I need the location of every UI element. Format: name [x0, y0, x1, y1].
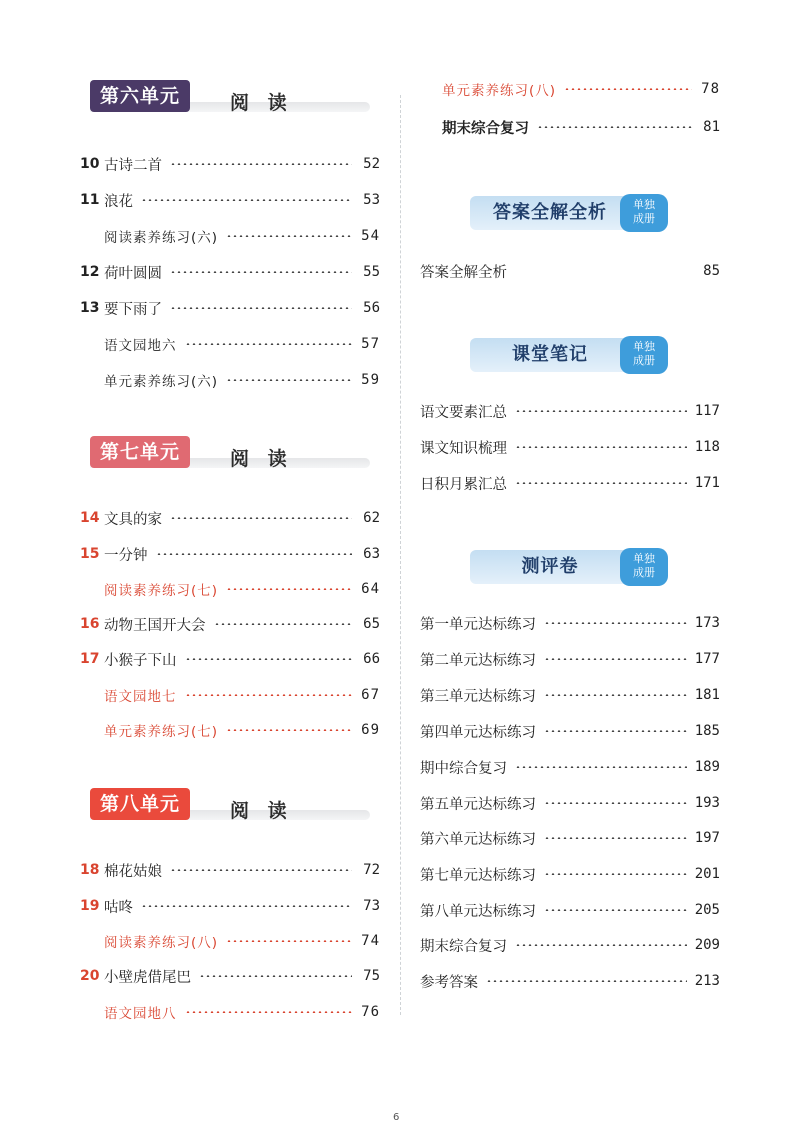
lesson-title: 语文园地七 [104, 689, 177, 705]
leader-dots [185, 658, 353, 660]
leader-dots [544, 837, 687, 839]
lesson-title: 第三单元达标练习 [420, 688, 536, 705]
unit6-banner [90, 80, 380, 124]
lesson-title: 第七单元达标练习 [420, 867, 536, 884]
column-divider [400, 95, 401, 1015]
toc-row-13[interactable] [80, 297, 380, 319]
toc-row-reading-practice-7[interactable] [104, 578, 380, 600]
page-number: 66 [363, 651, 380, 667]
leader-dots [537, 126, 692, 128]
lesson-title: 语文园地八 [104, 1006, 177, 1022]
toc-row-test-4[interactable] [420, 720, 720, 742]
lesson-number: 13 [80, 300, 100, 316]
badge-line-1: 单独 [633, 340, 655, 353]
lesson-number: 20 [80, 968, 100, 984]
page-number: 171 [694, 475, 720, 491]
answers-header-pill: 答案全解全析 [470, 196, 630, 230]
answers-section-header [470, 196, 670, 230]
lesson-title: 第四单元达标练习 [420, 724, 536, 741]
page-number: 73 [363, 898, 380, 914]
unit7-tag: 第七单元 [90, 436, 190, 468]
toc-row-garden-6[interactable] [104, 333, 380, 355]
leader-dots [185, 1011, 353, 1013]
toc-row-test-11[interactable] [420, 970, 720, 992]
toc-row-reading-practice-8[interactable] [104, 930, 380, 952]
leader-dots [486, 980, 687, 982]
leader-space [515, 270, 692, 272]
leader-dots [141, 905, 352, 907]
tests-header-pill: 测评卷 [470, 550, 630, 584]
lesson-number: 14 [80, 510, 100, 526]
badge-line-1: 单独 [633, 552, 655, 565]
lesson-number: 12 [80, 264, 100, 280]
toc-row-garden-8[interactable] [104, 1001, 380, 1023]
leader-dots [141, 199, 352, 201]
leader-dots [515, 446, 687, 448]
leader-dots [170, 307, 352, 309]
toc-row-notes-3[interactable] [420, 472, 720, 494]
page-number: 65 [363, 616, 380, 632]
toc-row-garden-7[interactable] [104, 684, 380, 706]
page-number: 54 [361, 228, 380, 244]
page-number: 56 [363, 300, 380, 316]
page-number: 201 [694, 866, 720, 882]
unit7-read-label: 阅 读 [230, 448, 293, 470]
leader-dots [214, 623, 353, 625]
lesson-title: 单元素养练习(七) [104, 724, 219, 740]
leader-dots [226, 235, 352, 237]
toc-row-notes-2[interactable] [420, 436, 720, 458]
lesson-title: 阅读素养练习(六) [104, 230, 219, 246]
page-number: 177 [694, 651, 720, 667]
page-number: 67 [361, 687, 380, 703]
leader-dots [515, 482, 687, 484]
lesson-title: 荷叶圆圆 [104, 265, 162, 282]
leader-dots [226, 379, 352, 381]
toc-row-test-8[interactable] [420, 863, 720, 885]
lesson-title: 一分钟 [104, 547, 148, 564]
page-number: 81 [703, 119, 720, 135]
lesson-number: 16 [80, 616, 100, 632]
unit8-read-label: 阅 读 [230, 800, 293, 822]
lesson-title: 要下雨了 [104, 301, 162, 318]
page-number: 78 [701, 81, 720, 97]
page-number: 209 [694, 937, 720, 953]
page-number: 57 [361, 336, 380, 352]
toc-row-12[interactable] [80, 261, 380, 283]
page-number: 75 [363, 968, 380, 984]
leader-dots [515, 410, 687, 412]
notes-header-pill: 课堂笔记 [470, 338, 630, 372]
lesson-title: 第六单元达标练习 [420, 831, 536, 848]
leader-dots [170, 517, 352, 519]
lesson-title: 第五单元达标练习 [420, 796, 536, 813]
page-number: 173 [694, 615, 720, 631]
leader-dots [544, 622, 687, 624]
leader-dots [226, 588, 352, 590]
lesson-title: 日积月累汇总 [420, 476, 507, 493]
toc-row-test-2[interactable] [420, 648, 720, 670]
badge-line-2: 成册 [633, 212, 655, 225]
lesson-title: 第一单元达标练习 [420, 616, 536, 633]
leader-dots [226, 729, 352, 731]
unit7-banner [90, 436, 380, 480]
lesson-title: 阅读素养练习(七) [104, 583, 219, 599]
lesson-number: 18 [80, 862, 100, 878]
toc-row-19[interactable] [80, 895, 380, 917]
toc-row-14[interactable] [80, 507, 380, 529]
badge-line-2: 成册 [633, 354, 655, 367]
lesson-title: 小壁虎借尾巴 [104, 969, 191, 986]
lesson-number: 17 [80, 651, 100, 667]
leader-dots [544, 658, 687, 660]
page-number: 205 [694, 902, 720, 918]
leader-dots [544, 694, 687, 696]
toc-row-test-3[interactable] [420, 684, 720, 706]
page-number: 197 [694, 830, 720, 846]
toc-row-11[interactable] [80, 189, 380, 211]
toc-row-18[interactable] [80, 859, 380, 881]
lesson-title: 单元素养练习(八) [442, 83, 557, 99]
badge-line-1: 单独 [633, 198, 655, 211]
lesson-title: 动物王国开大会 [104, 617, 206, 634]
leader-dots [544, 873, 687, 875]
toc-row-answers[interactable] [420, 260, 720, 282]
leader-dots [515, 944, 687, 946]
lesson-title: 课文知识梳理 [420, 440, 507, 457]
lesson-title: 小猴子下山 [104, 652, 177, 669]
notes-section-header [470, 338, 670, 372]
page-number: 117 [694, 403, 720, 419]
lesson-title: 期末综合复习 [420, 938, 507, 955]
lesson-number: 19 [80, 898, 100, 914]
unit8-tag: 第八单元 [90, 788, 190, 820]
page-number: 64 [361, 581, 380, 597]
separate-booklet-badge [620, 336, 668, 374]
page-number: 53 [363, 192, 380, 208]
toc-row-test-10[interactable] [420, 934, 720, 956]
lesson-title: 期末综合复习 [442, 120, 529, 137]
page-number: 55 [363, 264, 380, 280]
leader-dots [544, 909, 687, 911]
leader-dots [156, 553, 353, 555]
page-number: 76 [361, 1004, 380, 1020]
page-number: 52 [363, 156, 380, 172]
unit8-banner [90, 788, 380, 832]
leader-dots [185, 694, 353, 696]
toc-row-17[interactable] [80, 648, 380, 670]
lesson-title: 第二单元达标练习 [420, 652, 536, 669]
lesson-title: 期中综合复习 [420, 760, 507, 777]
toc-row-15[interactable] [80, 543, 380, 565]
page-number: 63 [363, 546, 380, 562]
leader-dots [170, 163, 352, 165]
leader-dots [226, 940, 352, 942]
lesson-title: 单元素养练习(六) [104, 374, 219, 390]
toc-row-test-7[interactable] [420, 827, 720, 849]
leader-dots [170, 271, 352, 273]
page-number: 85 [703, 263, 720, 279]
lesson-title: 咕咚 [104, 899, 133, 916]
toc-row-test-5[interactable] [420, 756, 720, 778]
lesson-number: 15 [80, 546, 100, 562]
lesson-title: 文具的家 [104, 511, 162, 528]
toc-row-unit-practice-7[interactable] [104, 719, 380, 741]
lesson-title: 语文园地六 [104, 338, 177, 354]
toc-row-16[interactable] [80, 613, 380, 635]
page-number: 72 [363, 862, 380, 878]
page-number: 59 [361, 372, 380, 388]
toc-row-test-9[interactable] [420, 899, 720, 921]
lesson-title: 参考答案 [420, 974, 478, 991]
page-number: 185 [694, 723, 720, 739]
lesson-number: 11 [80, 192, 100, 208]
leader-dots [199, 975, 352, 977]
leader-dots [544, 730, 687, 732]
separate-booklet-badge [620, 194, 668, 232]
lesson-number: 10 [80, 156, 100, 172]
toc-row-10[interactable] [80, 153, 380, 175]
toc-row-unit-practice-8[interactable] [442, 78, 720, 100]
toc-row-reading-practice-6[interactable] [104, 225, 380, 247]
toc-row-test-6[interactable] [420, 792, 720, 814]
page-number: 213 [694, 973, 720, 989]
footer-page-number: 6 [393, 1112, 400, 1123]
page-number: 193 [694, 795, 720, 811]
page-number: 189 [694, 759, 720, 775]
page-number: 62 [363, 510, 380, 526]
lesson-title: 浪花 [104, 193, 133, 210]
lesson-title: 阅读素养练习(八) [104, 935, 219, 951]
toc-row-test-1[interactable] [420, 612, 720, 634]
lesson-title: 语文要素汇总 [420, 404, 507, 421]
page-number: 181 [694, 687, 720, 703]
leader-dots [564, 88, 692, 90]
leader-dots [185, 343, 353, 345]
page-number: 118 [694, 439, 720, 455]
lesson-title: 第八单元达标练习 [420, 903, 536, 920]
unit6-tag: 第六单元 [90, 80, 190, 112]
unit6-read-label: 阅 读 [230, 92, 293, 114]
tests-section-header [470, 550, 670, 584]
page-number: 74 [361, 933, 380, 949]
leader-dots [515, 766, 687, 768]
separate-booklet-badge [620, 548, 668, 586]
leader-dots [170, 869, 352, 871]
toc-row-final-review[interactable] [442, 116, 720, 138]
page-number: 69 [361, 722, 380, 738]
toc-row-notes-1[interactable] [420, 400, 720, 422]
lesson-title: 棉花姑娘 [104, 863, 162, 880]
leader-dots [544, 802, 687, 804]
badge-line-2: 成册 [633, 566, 655, 579]
toc-row-20[interactable] [80, 965, 380, 987]
lesson-title: 答案全解全析 [420, 264, 507, 281]
toc-row-unit-practice-6[interactable] [104, 369, 380, 391]
lesson-title: 古诗二首 [104, 157, 162, 174]
